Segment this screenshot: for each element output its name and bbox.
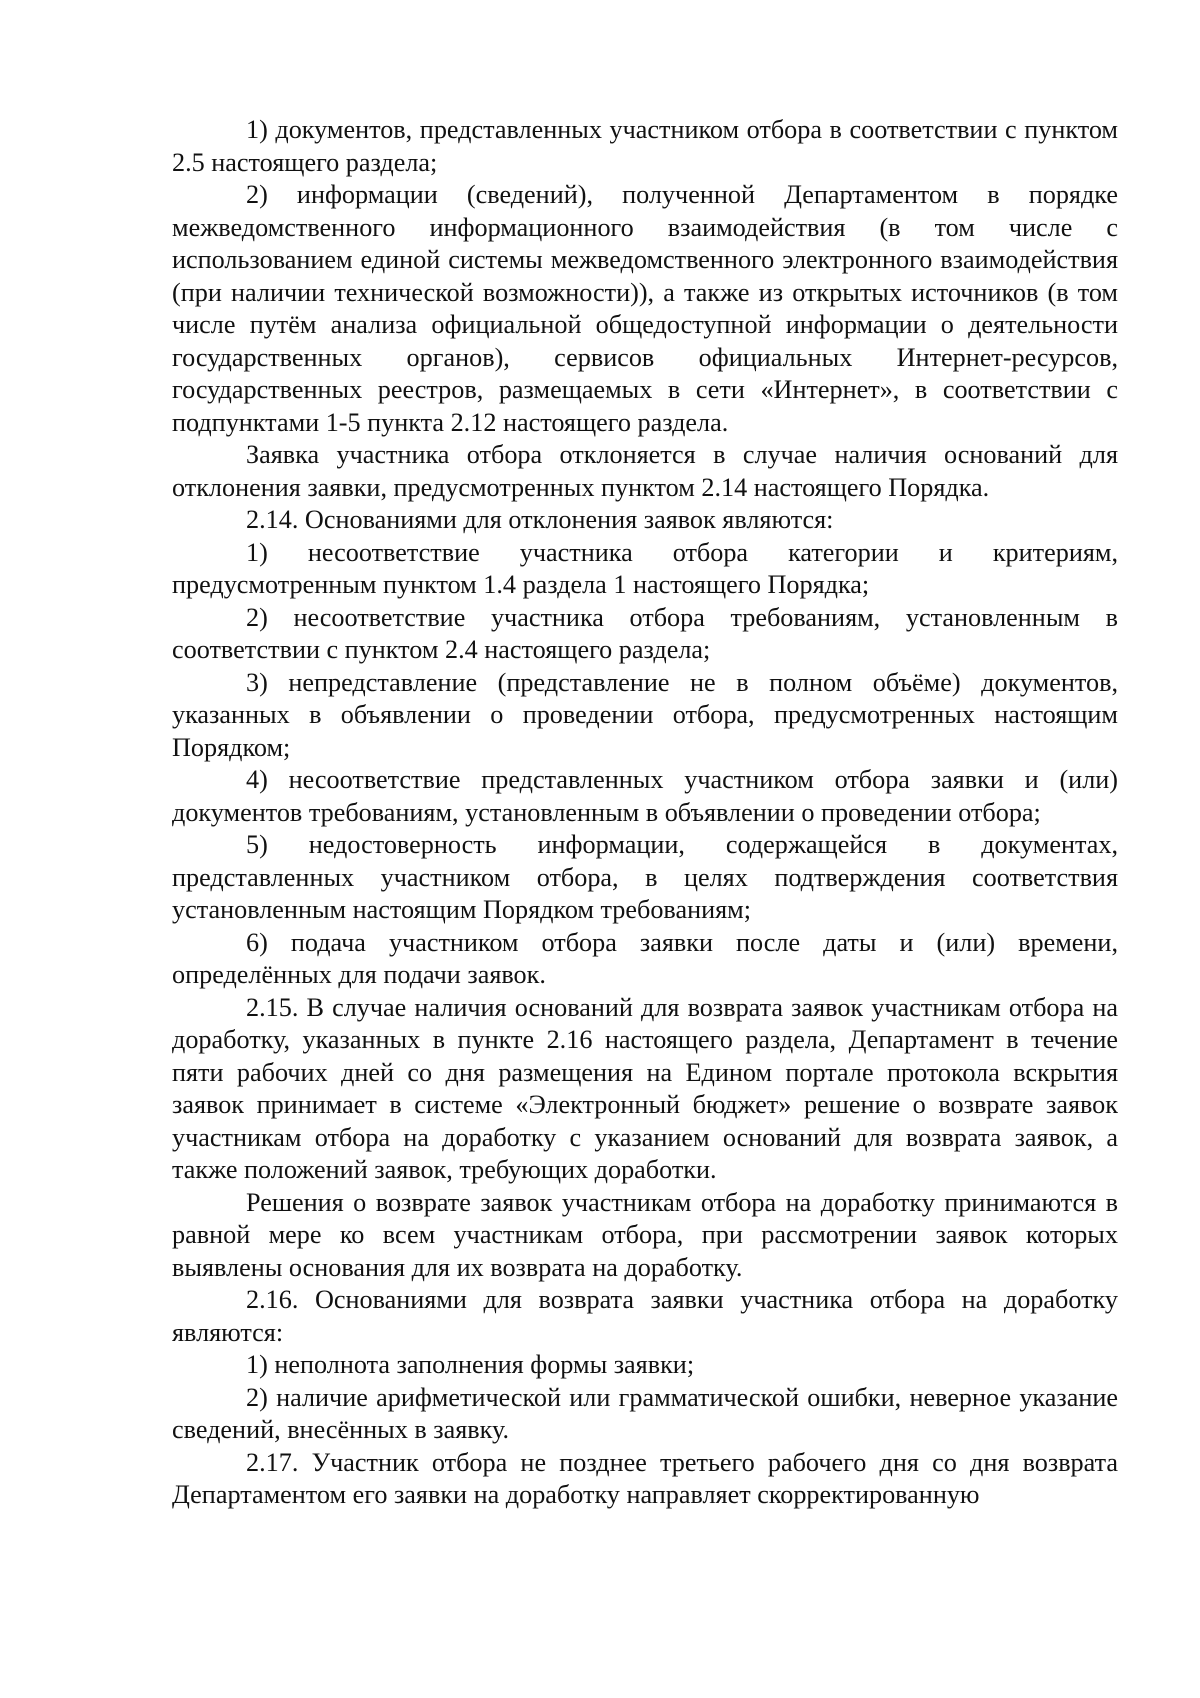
paragraph-2-16-item-1: 1) неполнота заполнения формы заявки; — [246, 1350, 695, 1379]
paragraph-2-14-item-2: 2) несоответствие участника отбора требованиям, установленным в соответствии с пунктом 2.4 настоящего раздела; — [172, 602, 1118, 664]
paragraph-rejection-note: Заявка участника отбора отклоняется в случае наличия оснований для отклонения заявки, предусмотренных пунктом 2.14 настоящего Порядка. — [172, 440, 1118, 502]
paragraph-item-1-documents: 1) документов, представленных участником отбора в соответствии с пунктом 2.5 настоящего раздела; — [172, 115, 1118, 177]
paragraph-2-14-item-5: 5) недостоверность информации, содержащейся в документах, представленных участником отбора, в целях подтверждения соответствия установленным настоящим Порядком требованиям; — [172, 830, 1118, 924]
paragraph-2-14-item-1: 1) несоответствие участника отбора категории и критериям, предусмотренным пунктом 1.4 раздела 1 настоящего Порядка; — [172, 537, 1118, 599]
paragraph-2-16-item-2: 2) наличие арифметической или грамматической ошибки, неверное указание сведений, внесённых в заявку. — [172, 1382, 1118, 1444]
paragraph-2-17: 2.17. Участник отбора не позднее третьего рабочего дня со дня возврата Департаментом его заявки на доработку направляет скорректированную — [172, 1447, 1118, 1509]
paragraph-2-14-item-3: 3) непредставление (представление не в полном объёме) документов, указанных в объявлении о проведении отбора, предусмотренных настоящим Порядком; — [172, 667, 1118, 762]
paragraph-2-15: 2.15. В случае наличия оснований для возврата заявок участникам отбора на доработку, указанных в пункте 2.16 настоящего раздела, Департамент в течение пяти рабочих дней со дня размещения на Едином портале протокола вскрытия заявок принимает в системе «Электронный бюджет» решение о возврате заявок участникам отбора на доработку с указанием оснований для возврата заявок, а также положений заявок, требующих доработки. — [172, 992, 1118, 1184]
paragraph-return-decisions: Решения о возврате заявок участникам отбора на доработку принимаются в равной мере ко всем участникам отбора, при рассмотрении заявок которых выявлены основания для их возврата на доработку. — [172, 1187, 1118, 1282]
document-body — [172, 114, 1118, 1512]
paragraph-2-14-item-6: 6) подача участником отбора заявки после даты и (или) времени, определённых для подачи заявок. — [172, 927, 1118, 989]
paragraph-2-14-item-4: 4) несоответствие представленных участником отбора заявки и (или) документов требованиям, установленным в объявлении о проведении отбора; — [172, 765, 1118, 827]
paragraph-item-2-information: 2) информации (сведений), полученной Департаментом в порядке межведомственного информационного взаимодействия (в том числе с использованием единой системы межведомственного электронного взаимодействия (при наличии технической возможности)), а также из открытых источников (в том числе путём анализа официальной общедоступной информации о деятельности государственных органов), сервисов официальных Интернет-ресурсов, государственных реестров, размещаемых в сети «Интернет», в соответствии с подпунктами 1-5 пункта 2.12 настоящего раздела. — [172, 180, 1118, 437]
paragraph-2-16-heading: 2.16. Основаниями для возврата заявки участника отбора на доработку являются: — [172, 1285, 1118, 1347]
paragraph-2-14-heading: 2.14. Основаниями для отклонения заявок являются: — [246, 505, 834, 534]
